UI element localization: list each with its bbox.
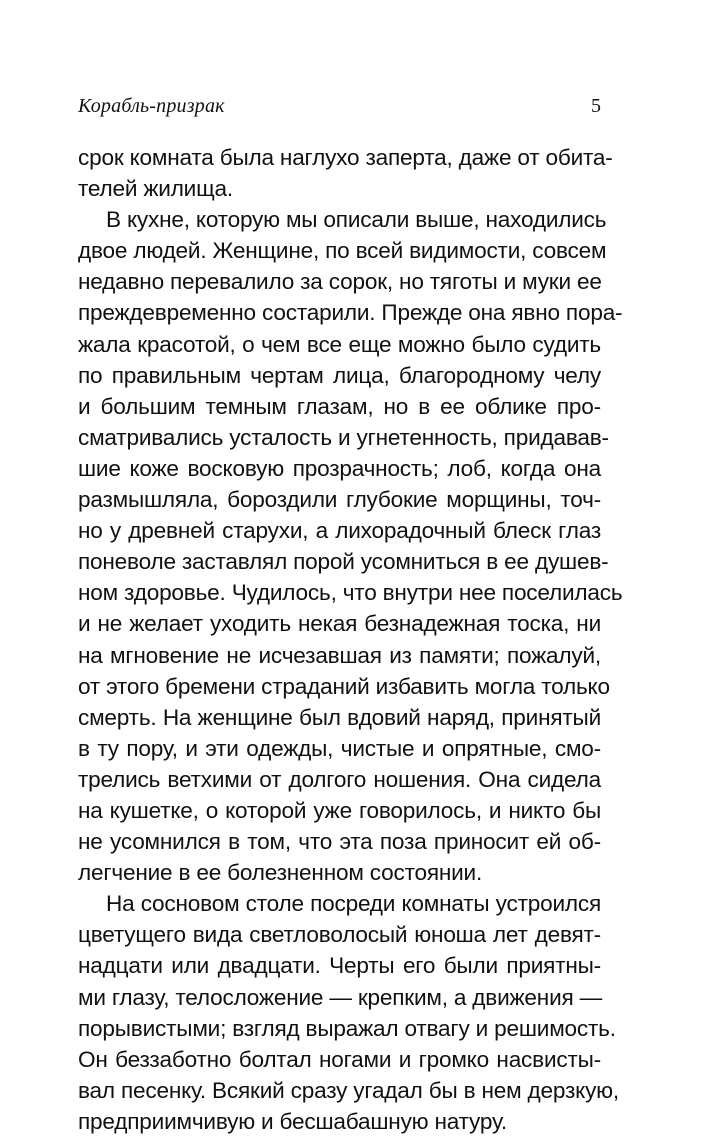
text-line: На сосновом столе посреди комнаты устроился [106, 891, 601, 917]
text-line: на мгновение не исчезавшая из памяти; пожалуй, [78, 642, 601, 668]
text-line: надцати или двадцати. Черты его были приятны- [78, 953, 601, 979]
text-line: поневоле заставлял порой усомниться в ее душев- [78, 549, 609, 575]
text-line: трелись ветхими от долгого ношения. Она сидела [78, 766, 601, 792]
text-line: по правильным чертам лица, благородному челу [78, 362, 601, 388]
text-line: и большим темным глазам, но в ее облике про- [78, 393, 601, 419]
text-line: сматривались усталость и угнетенность, придавав- [78, 424, 609, 450]
text-line: двое людей. Женщине, по всей видимости, совсем [78, 238, 607, 264]
running-title: Корабль-призрак [78, 95, 225, 117]
text-line: от этого бремени страданий избавить могла только [78, 673, 610, 699]
text-line: в ту пору, и эти одежды, чистые и опрятные, смо- [78, 735, 601, 761]
text-line: и не желает уходить некая безнадежная тоска, ни [78, 611, 601, 637]
text-line: Он беззаботно болтал ногами и громко насвисты- [78, 1046, 601, 1072]
text-line: шие коже восковую прозрачность; лоб, когда она [78, 455, 601, 481]
text-line: срок комната была наглухо заперта, даже от обита- [78, 145, 613, 170]
text-line: В кухне, которую мы описали выше, находились [106, 207, 607, 233]
text-line: смерть. На женщине был вдовий наряд, принятый [78, 704, 601, 730]
body-text [78, 142, 623, 1137]
text-line: телей жилища. [78, 176, 233, 202]
text-line: не усомнился в том, что эта поза приносит ей об- [78, 829, 601, 855]
text-line: легчение в ее болезненном состоянии. [78, 860, 483, 886]
text-line: преждевременно состарили. Прежде она явно пора- [78, 300, 623, 326]
text-line: на кушетке, о которой уже говорилось, и никто бы [78, 797, 601, 823]
text-line: недавно перевалило за сорок, но тяготы и муки ее [78, 269, 602, 295]
text-line: вал песенку. Всякий сразу угадал бы в нем дерзкую, [78, 1077, 619, 1103]
text-line: жала красотой, о чем все еще можно было судить [78, 331, 601, 357]
page-number: 5 [591, 95, 601, 117]
text-line: ми глазу, телосложение — крепким, а движения — [78, 984, 602, 1010]
text-line: ном здоровье. Чудилось, что внутри нее поселилась [78, 580, 623, 606]
text-line: порывистыми; взгляд выражал отвагу и решимость. [78, 1015, 616, 1041]
text-line: цветущего вида светловолосый юноша лет девят- [78, 922, 601, 948]
text-line: предприимчивую и бесшабашную натуру. [78, 1108, 507, 1134]
text-line: но у древней старухи, а лихорадочный блеск глаз [78, 518, 601, 544]
text-line: размышляла, бороздили глубокие морщины, точ- [78, 487, 601, 513]
